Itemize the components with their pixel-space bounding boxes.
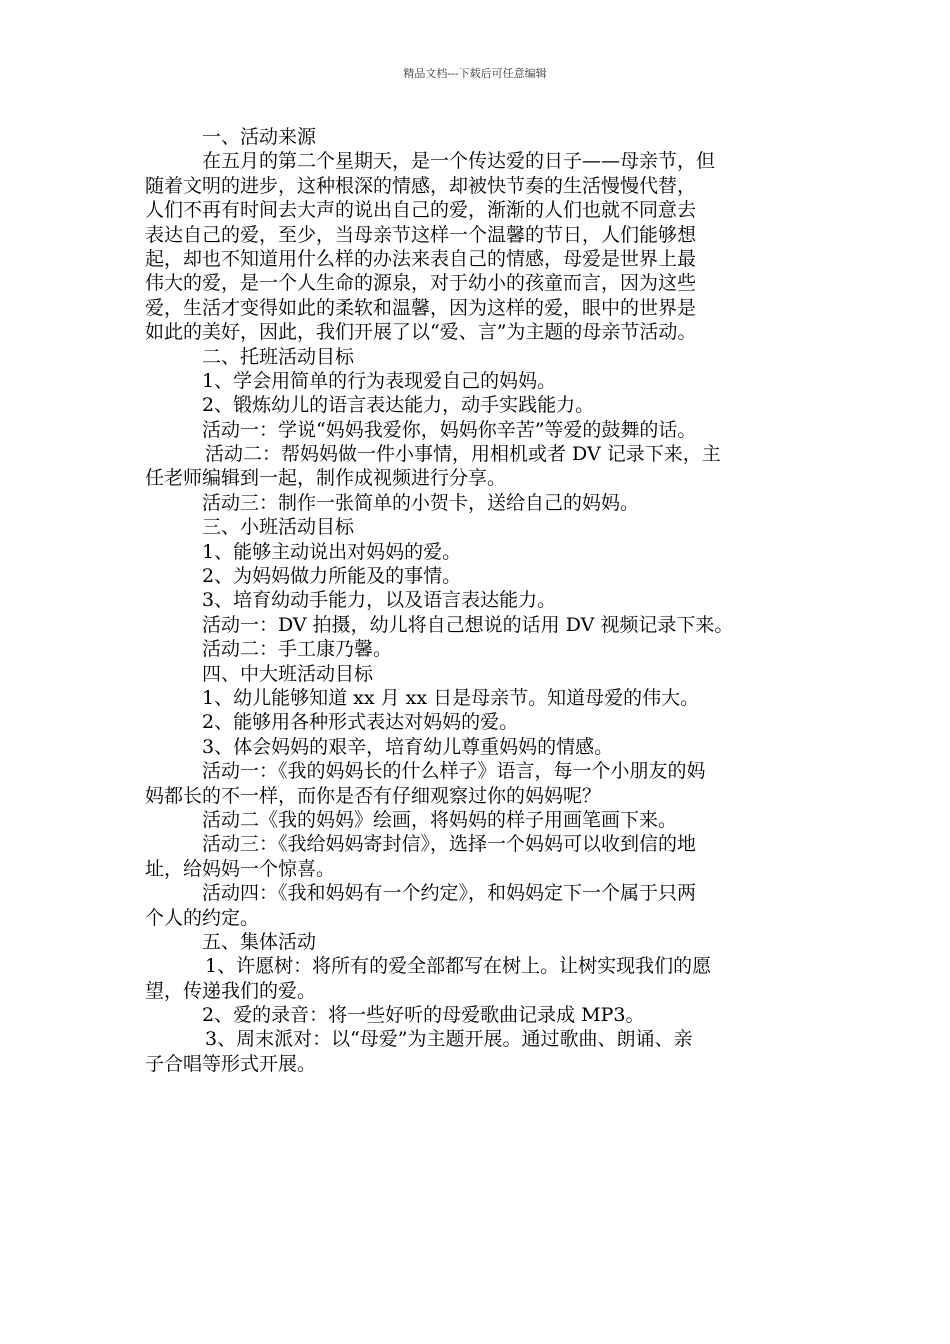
page-header: 精品文档---下载后可任意编辑 <box>403 67 547 80</box>
text-line: 1、许愿树：将所有的爱全部都写在树上。让树实现我们的愿 <box>205 955 712 978</box>
text-line: 妈都长的不一样，而你是否有仔细观察过你的妈妈呢？ <box>145 784 602 807</box>
text-line: 一、活动来源 <box>202 126 317 148</box>
text-line: 活动三：《我给妈妈寄封信》，选择一个妈妈可以收到信的地 <box>202 833 697 856</box>
text-line: 活动一：DV 拍摄，幼儿将自己想说的话用 DV 视频记录下来。 <box>202 613 734 636</box>
text-line: 3、培育幼动手能力，以及语言表达能力。 <box>202 589 557 612</box>
text-line: 3、周末派对：以“母爱”为主题开展。通过歌曲、朗诵、亲 <box>205 1028 693 1051</box>
text-line: 在五月的第二个星期天，是一个传达爱的日子——母亲节，但 <box>202 150 716 173</box>
text-line: 三、小班活动目标 <box>202 516 355 539</box>
text-line: 2、爱的录音：将一些好听的母爱歌曲记录成 MP3。 <box>202 1004 645 1027</box>
text-line: 1、学会用简单的行为表现爱自己的妈妈。 <box>202 369 557 392</box>
text-line: 活动二：手工康乃馨。 <box>202 638 393 661</box>
document-body <box>145 125 810 1076</box>
text-line: 伟大的爱，是一个人生命的源泉，对于幼小的孩童而言，因为这些 <box>145 272 697 295</box>
text-line: 起，却也不知道用什么样的办法来表自己的情感，母爱是世界上最 <box>145 247 697 270</box>
text-line: 2、能够用各种形式表达对妈妈的爱。 <box>202 711 519 734</box>
text-line: 3、体会妈妈的艰辛，培育幼儿尊重妈妈的情感。 <box>202 735 614 758</box>
text-line: 随着文明的进步，这种根深的情感，却被快节奏的生活慢慢代替， <box>145 174 697 197</box>
text-line: 五、集体活动 <box>202 930 317 953</box>
text-line: 2、锻炼幼儿的语言表达能力，动手实践能力。 <box>202 394 595 417</box>
text-line: 人们不再有时间去大声的说出自己的爱，渐渐的人们也就不同意去 <box>145 199 697 222</box>
text-line: 子合唱等形式开展。 <box>145 1052 317 1075</box>
text-line: 爱，生活才变得如此的柔软和温馨，因为这样的爱，眼中的世界是 <box>145 296 697 319</box>
text-line: 活动一：《我的妈妈长的什么样子》语言，每一个小朋友的妈 <box>202 760 706 783</box>
text-line: 址，给妈妈一个惊喜。 <box>145 857 336 880</box>
text-line: 活动三：制作一张简单的小贺卡，送给自己的妈妈。 <box>202 491 640 514</box>
text-line: 四、中大班活动目标 <box>202 662 374 685</box>
text-line: 个人的约定。 <box>145 906 260 929</box>
text-line: 任老师编辑到一起，制作成视频进行分享。 <box>145 467 507 490</box>
text-line: 活动一：学说“妈妈我爱你，妈妈你辛苦”等爱的鼓舞的话。 <box>202 418 697 441</box>
text-line: 2、为妈妈做力所能及的事情。 <box>202 565 462 588</box>
text-line: 表达自己的爱，至少，当母亲节这样一个温馨的节日，人们能够想 <box>145 223 697 246</box>
text-line: 1、能够主动说出对妈妈的爱。 <box>202 540 462 563</box>
text-line: 如此的美好，因此，我们开展了以“爱、言”为主题的母亲节活动。 <box>145 321 697 344</box>
text-line: 活动四：《我和妈妈有一个约定》，和妈妈定下一个属于只两 <box>202 882 697 905</box>
text-line: 二、托班活动目标 <box>202 345 355 368</box>
text-line: 活动二《我的妈妈》绘画，将妈妈的样子用画笔画下来。 <box>202 808 678 831</box>
text-line: 1、幼儿能够知道 xx 月 xx 日是母亲节。知道母爱的伟大。 <box>202 686 700 709</box>
text-line: 望，传递我们的爱。 <box>145 979 317 1002</box>
text-line: 活动二：帮妈妈做一件小事情，用相机或者 DV 记录下来，主 <box>205 443 721 466</box>
